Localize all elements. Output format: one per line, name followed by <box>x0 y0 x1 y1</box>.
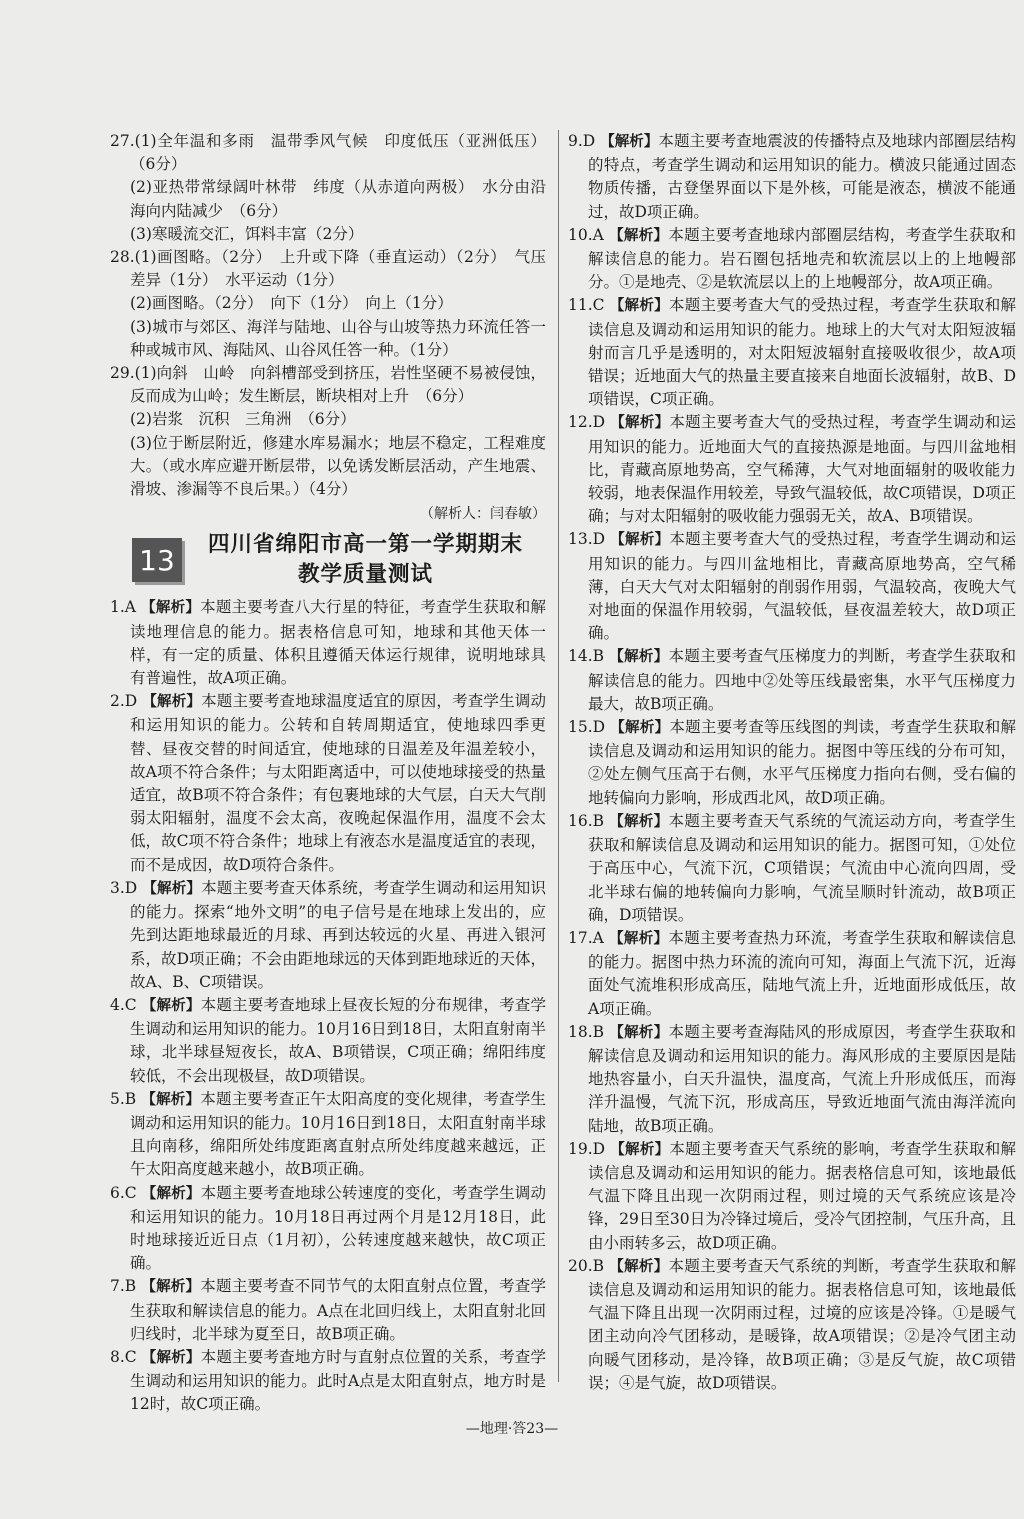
analysis-tag: 【解析】 <box>610 720 670 737</box>
analysis-tag: 【解析】 <box>609 1258 669 1275</box>
analysis-tag: 【解析】 <box>609 649 669 666</box>
answer-text: 本题主要考查大气的受热过程，考查学生获取和解读信息及调动和运用知识的能力。地球上的大气对太阳短波辐射而言几乎是透明的，对太阳短波辐射直接吸收很少，故A项错误；近地面大气的热量主要直接来自地面长波辐射，故B、D项错误，C项正确。 <box>588 296 1016 409</box>
answer-text: 本题主要考查地方时与直射点位置的关系，考查学生调动和运用知识的能力。此时A点是太阳直射点，地方时是12时，故C项正确。 <box>130 1347 546 1414</box>
analysis-tag: 【解析】 <box>609 298 669 315</box>
answer-item <box>110 1182 546 1276</box>
analysis-tag: 【解析】 <box>141 1091 201 1108</box>
analysis-tag: 【解析】 <box>609 1024 669 1041</box>
q27-line-3: (3)寒暖流交汇，饵料丰富（2分） <box>130 224 364 243</box>
analysis-tag: 【解析】 <box>609 227 669 244</box>
answer-item <box>568 528 1016 645</box>
q28-line-2: (2)画图略。（2分） 向下（1分） 向上（1分） <box>130 294 453 313</box>
answer-text: 本题主要考查地球温度适宜的原因，考查学生调动和运用知识的能力。公转和自转周期适宜，使地球四季更替、昼夜交替的时间适宜，使地球的日温差及年温差较小，故A项不符合条件；与太阳距离适中，可以使地球接受的热量适宜，故B项不符合条件；有包裹地球的大气层，白天大气削弱太阳辐射，温度不会太高，夜晚起保温作用，温度不会太低，故C项不符合条件；地球上有液态水是温度适宜的表现，而不是成因，故D项符合条件。 <box>130 692 546 874</box>
answer-text: 本题主要考查地球公转速度的变化，考查学生调动和运用知识的能力。10月18日再过两个月是12月18日，此时地球接近近日点（1月初），公转速度越来越快，故C项正确。 <box>130 1183 546 1273</box>
analysis-tag: 【解析】 <box>142 694 202 711</box>
analysis-tag: 【解析】 <box>141 1349 201 1366</box>
answer-item <box>110 1275 546 1346</box>
analysis-tag: 【解析】 <box>609 930 669 947</box>
answer-number: 17.A <box>568 928 604 947</box>
answer-number: 3.D <box>110 878 138 897</box>
answer-number: 16.B <box>568 811 605 830</box>
analysis-tag: 【解析】 <box>141 600 201 617</box>
analysis-tag: 【解析】 <box>600 134 659 150</box>
answer-text: 本题主要考查大气的受热过程，考查学生调动和运用知识的能力。与四川盆地相比，青藏高原地势高，空气稀薄，白天大气对太阳辐射的削弱作用弱，气温较高，夜晚大气对地面的保温作用较弱，气温较低，昼夜温差较大，故D项正确。 <box>588 530 1016 643</box>
answer-text: 本题主要考查地球内部圈层结构，考查学生获取和解读信息的能力。岩石圈包括地壳和软流层以上的上地幔部分。①是地壳、②是软流层以上的上地幔部分，故A项正确。 <box>588 225 1016 292</box>
answer-item <box>568 810 1016 927</box>
answer-text: 本题主要考查天气系统的影响，考查学生获取和解读信息及调动和运用知识的能力。据表格信息可知，该地最低气温下降且出现一次阴雨过程，则过境的天气系统应该是冷锋，29日至30日为冷锋过境后，受冷气团控制，气压升高，且由小雨转多云，故D项正确。 <box>588 1139 1016 1252</box>
analysis-tag: 【解析】 <box>610 415 670 432</box>
answer-item <box>110 1088 546 1182</box>
answer-number: 19.D <box>568 1139 606 1158</box>
answer-text: 本题主要考查地球上昼夜长短的分布规律，考查学生调动和运用知识的能力。10月16日到18日，太阳直射南半球，北半球昼短夜长，故A、B项错误，C项正确；绵阳纬度较低，不会出现极昼，故D项错误。 <box>130 995 546 1085</box>
left-answer-list <box>110 596 546 1416</box>
answer-item <box>110 690 546 877</box>
section-title-line-2: 教学质量测试 <box>298 562 434 588</box>
answer-item <box>110 596 546 690</box>
q28-line-3: (3)城市与郊区、海洋与陆地、山谷与山坡等热力环流任答一种或城市风、海陆风、山谷风任答一种。（1分） <box>130 317 546 359</box>
section-title <box>208 530 523 590</box>
answer-number: 7.B <box>110 1277 137 1296</box>
answer-text: 本题主要考查八大行星的特征，考查学生获取和解读地理信息的能力。据表格信息可知，地球和其他天体一样，有一定的质量、体积且遵循天体运行规律，说明地球具有普遍性，故A项正确。 <box>130 598 546 688</box>
answer-number: 8.C <box>110 1347 137 1366</box>
analysis-tag: 【解析】 <box>610 1141 670 1158</box>
answer-number: 12.D <box>568 413 606 432</box>
q28-line-1: 28.(1)画图略。（2分） 上升或下降（垂直运动）（2分） 气压差异（1分） 水平运动（1分） <box>110 248 546 290</box>
answer-text: 本题主要考查天气系统的判断，考查学生获取和解读信息及调动和运用知识的能力。据表格信息可知，该地最低气温下降且出现一次阴雨过程，过境的应该是冷锋。①是暖气团主动向冷气团移动，是暖锋，故A项错误；②是冷气团主动向暖气团移动，是冷锋，故B项正确；③是反气旋，故C项错误；④是气旋，故D项错误。 <box>588 1256 1016 1392</box>
q29-line-1: 29.(1)向斜 山岭 向斜槽部受到挤压，岩性坚硬不易被侵蚀，反而成为山岭；发生断层，断块相对上升 （6分） <box>110 364 546 406</box>
analysis-tag: 【解析】 <box>610 532 670 549</box>
right-column <box>568 130 1016 1395</box>
answer-text: 本题主要考查海陆风的形成原因，考查学生获取和解读信息及调动和运用知识的能力。海风形成的主要原因是陆地热容量小，白天升温快，温度高，气流上升形成低压，而海洋升温慢，气流下沉，形成高压，导致近地面气流由海洋流向陆地，故B项正确。 <box>588 1022 1016 1135</box>
answer-number: 15.D <box>568 718 606 737</box>
answer-number: 14.B <box>568 647 605 666</box>
answer-number: 4.C <box>110 995 137 1014</box>
answer-number: 11.C <box>568 296 605 315</box>
q29-line-2: (2)岩浆 沉积 三角洲 （6分） <box>130 410 356 429</box>
answer-number: 6.C <box>110 1183 137 1202</box>
answer-item <box>568 224 1016 295</box>
q29-line-3: (3)位于断层附近，修建水库易漏水；地层不稳定，工程难度大。（或水库应避开断层带，以免诱发断层活动，产生地震、滑坡、渗漏等不良后果。）（4分） <box>130 433 546 499</box>
answer-item <box>568 294 1016 411</box>
answer-item <box>568 1021 1016 1138</box>
section-title-line-1: 四川省绵阳市高一第一学期期末 <box>208 532 524 558</box>
analysis-tag: 【解析】 <box>609 813 669 830</box>
answer-number: 2.D <box>110 692 138 711</box>
q27-line-2: (2)亚热带常绿阔叶林带 纬度（从赤道向两极） 水分由沿海向内陆减少 （6分） <box>130 178 546 220</box>
answer-item <box>568 716 1016 810</box>
answer-text: 本题主要考查热力环流，考查学生获取和解读信息的能力。据图中热力环流的流向可知，海面上气流下沉，近海面处气流堆积形成高压，陆地气流上升，近地面形成低压，故A项正确。 <box>588 928 1016 1018</box>
answer-text: 本题主要考查正午太阳高度的变化规律，考查学生调动和运用知识的能力。10月16日到18日，太阳直射南半球且向南移，绵阳所处纬度距离直射点所处纬度越来越远，正午太阳高度越来越小，故B项正确。 <box>130 1089 546 1179</box>
answer-number: 10.A <box>568 225 604 244</box>
column-divider <box>558 130 559 1382</box>
answer-text: 本题主要考查等压线图的判读，考查学生获取和解读信息及调动和运用知识的能力。据图中等压线的分布可知，②处左侧气压高于右侧，水平气压梯度力指向右侧，受右偏的地转偏向力影响，形成西北风，故D项正确。 <box>588 718 1016 807</box>
answer-item <box>568 411 1016 528</box>
answer-item <box>110 1346 546 1417</box>
answer-item <box>568 130 1016 224</box>
left-column <box>110 130 546 1417</box>
answer-text: 本题主要考查天气系统的气流运动方向，考查学生获取和解读信息及调动和运用知识的能力。据图可知，①处位于高压中心，气流下沉，C项错误；气流由中心流向四周，受北半球右偏的地转偏向力影响，气流呈顺时针流动，故B项正确，D项错误。 <box>588 811 1016 924</box>
author-credit: （解析人：闫春敏） <box>420 506 546 523</box>
answer-text: 本题主要考查地震波的传播特点及地球内部圈层结构的特点，考查学生调动和运用知识的能力。横波只能通过固态物质传播，古登堡界面以下是外核，可能是液态，横波不能通过，故D项正确。 <box>588 132 1016 221</box>
answer-number: 18.B <box>568 1022 605 1041</box>
answer-item <box>568 927 1016 1021</box>
answer-item <box>110 877 546 994</box>
analysis-tag: 【解析】 <box>141 997 201 1014</box>
answer-item <box>110 994 546 1088</box>
answer-text: 本题主要考查气压梯度力的判断，考查学生获取和解读信息的能力。四地中②处等压线最密集，水平气压梯度力最大，故B项正确。 <box>588 647 1016 713</box>
section-number-badge: 13 <box>132 538 182 582</box>
answer-number: 9.D <box>568 132 596 150</box>
q27-line-1: 27.(1)全年温和多雨 温带季风气候 印度低压（亚洲低压）（6分） <box>110 132 546 174</box>
answer-text: 本题主要考查不同节气的太阳直射点位置，考查学生获取和解读信息的能力。A点在北回归线上，太阳直射北回归线时，北半球为夏至日，故B项正确。 <box>130 1277 546 1343</box>
answer-item <box>568 1138 1016 1255</box>
answer-number: 1.A <box>110 598 136 617</box>
answer-item <box>568 645 1016 716</box>
answer-text: 本题主要考查天体系统，考查学生调动和运用知识的能力。探索“地外文明”的电子信号是在地球上发出的，应先到达距地球最近的月球、再到达较远的火星、再进入银河系，故D项正确；不会由距地球远的天体到距地球近的天体，故A、B、C项错误。 <box>130 878 546 991</box>
analysis-tag: 【解析】 <box>142 880 202 897</box>
answer-text: 本题主要考查大气的受热过程，考查学生调动和运用知识的能力。近地面大气的直接热源是地面。与四川盆地相比，青藏高原地势高，空气稀薄，大气对地面辐射的吸收能力较弱，地表保温作用较差，导致气温较低，故C项错误，D项正确；与对太阳辐射的吸收能力强弱无关，故A、B项错误。 <box>588 413 1016 526</box>
right-answer-list <box>568 130 1016 1395</box>
analysis-tag: 【解析】 <box>141 1279 201 1296</box>
analysis-tag: 【解析】 <box>141 1185 201 1202</box>
answer-number: 13.D <box>568 530 606 549</box>
page-footer: —地理·答23— <box>465 1421 559 1437</box>
section-heading <box>132 530 546 590</box>
answer-number: 5.B <box>110 1089 137 1108</box>
answer-number: 20.B <box>568 1256 605 1275</box>
answer-item <box>568 1255 1016 1395</box>
